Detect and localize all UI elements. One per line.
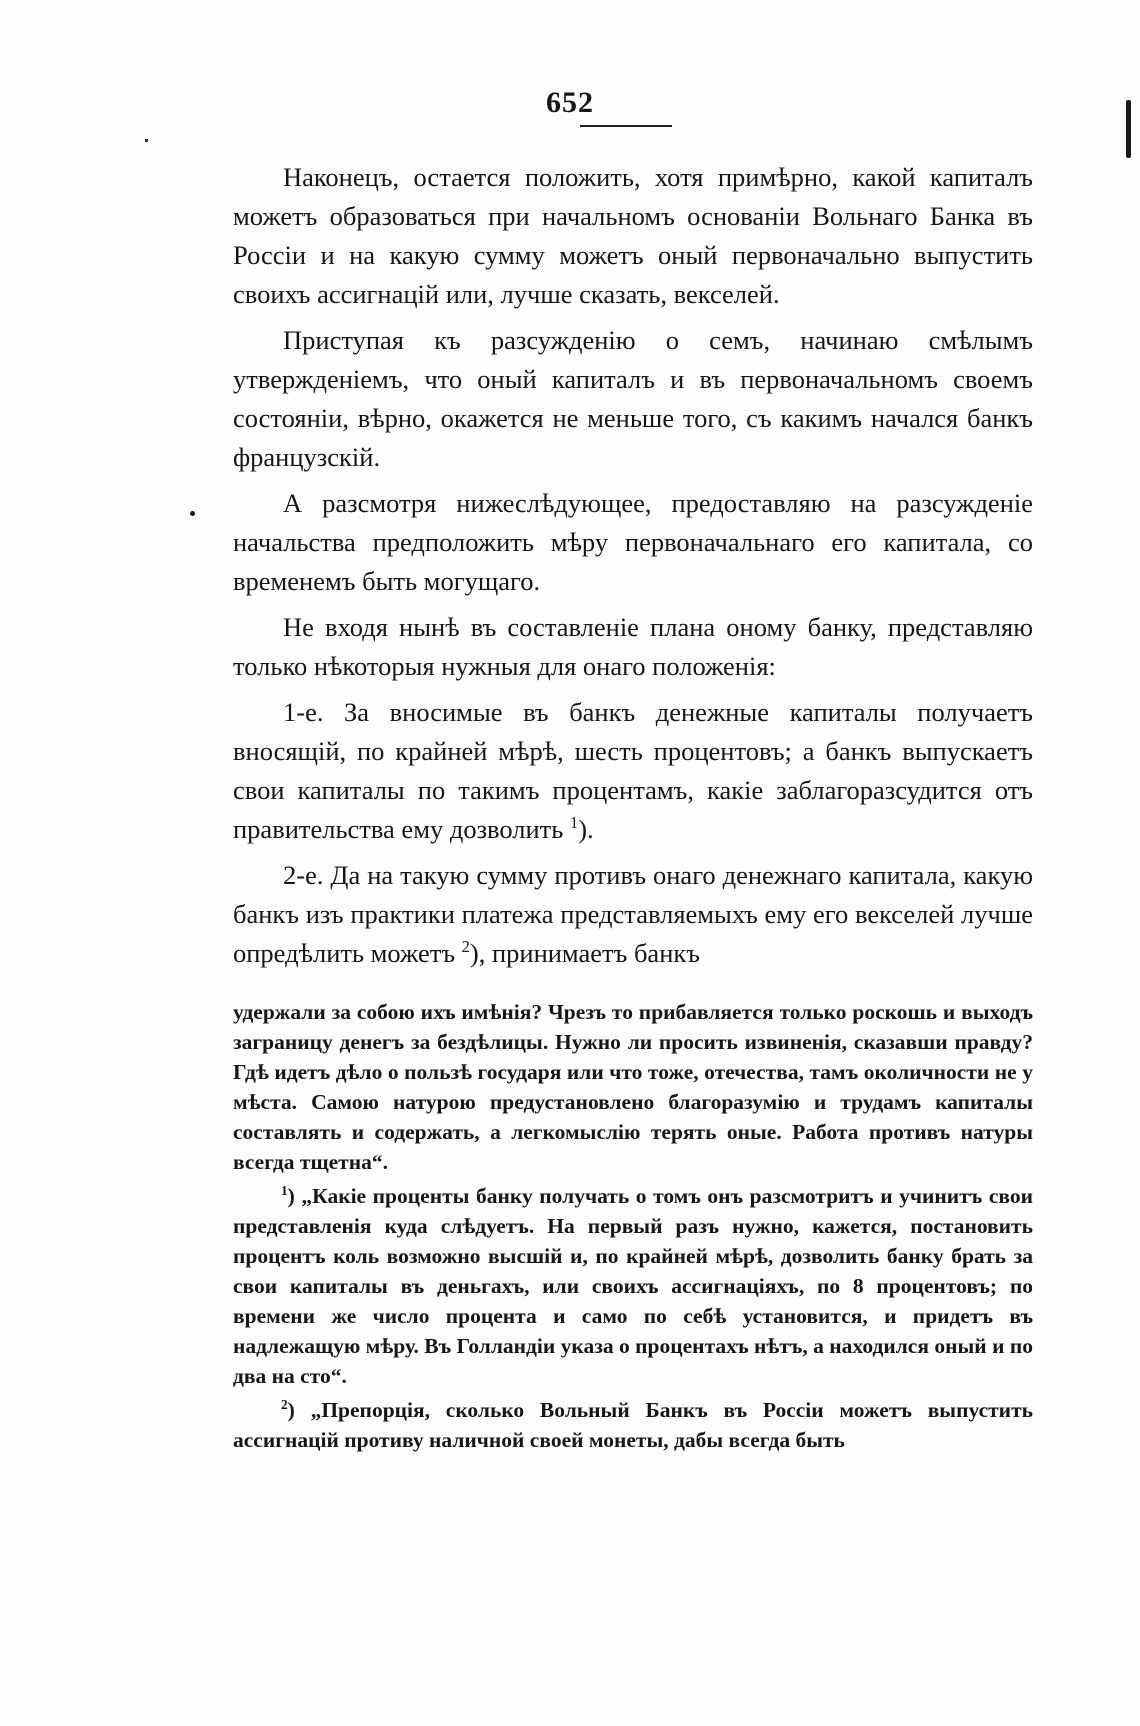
footnote-2 xyxy=(233,1395,1033,1455)
footnotes-block xyxy=(233,997,1033,1459)
footnote-1 xyxy=(233,1181,1033,1391)
edge-scratch-mark xyxy=(1126,100,1131,158)
footnote-ref-2: 2 xyxy=(461,937,470,957)
footnote-2-text: ) „Препорція, сколько Вольный Банкъ въ Россіи можетъ выпустить ассигнацій противу наличной своей монеты, дабы всегда быть xyxy=(233,1398,1033,1452)
footnote-2-marker: 2 xyxy=(281,1396,288,1412)
point-1-text: 1-е. За вносимые въ банкъ денежные капиталы получаетъ вносящій, по крайней мѣрѣ, шесть процентовъ; а банкъ выпускаетъ свои капиталы по такимъ процентамъ, какіе заблагоразсудится отъ правительства ему дозволить xyxy=(233,697,1033,844)
paragraph-point-1 xyxy=(233,693,1033,849)
paragraph-statement: Приступая къ разсужденію о семъ, начинаю смѣлымъ утвержденіемъ, что оный капиталъ и въ первоначальномъ своемъ состояніи, вѣрно, окажется не меньше того, съ какимъ начался банкъ французскій. xyxy=(233,325,1033,472)
point-2-end: ), принимаетъ банкъ xyxy=(469,938,700,968)
footnote-1-text: ) „Какіе проценты банку получать о томъ онъ разсмотритъ и учинитъ свои представленія куда слѣдуетъ. На первый разъ нужно, кажется, постановить процентъ коль возможно высшій и, по крайней мѣрѣ, дозволить банку брать за свои капиталы въ деньгахъ, или своихъ ассигнаціяхъ, по 8 процентовъ; по времени же число процента и само по себѣ установится, и придетъ въ надлежащую мѣру. Въ Голландіи указа о процентахъ нѣтъ, а находился оный и по два на сто“. xyxy=(233,1184,1033,1388)
point-2-text: 2-е. Да на такую сумму противъ онаго денежнаго капитала, какую банкъ изъ практики платежа представляемыхъ ему его векселей лучше опредѣлить можетъ xyxy=(233,860,1033,968)
paragraph-conclusion: Наконецъ, остается положить, хотя примѣрно, какой капиталъ можетъ образоваться при начальномъ основаніи Вольнаго Банка въ Россіи и на какую сумму можетъ оный первоначально выпустить своихъ ассигнацій или, лучше сказать, векселей. xyxy=(233,162,1033,309)
paragraph-point-2 xyxy=(233,856,1033,973)
footnote-continuation: удержали за собою ихъ имѣнія? Чрезъ то прибавляется только роскошь и выходъ заграницу денегъ за бездѣлицы. Нужно ли просить извиненія, сказавши правду? Гдѣ идетъ дѣло о пользѣ государя или что тоже, отечества, тамъ околичности не у мѣста. Самою натурою предустановлено благоразумію и трудамъ капиталы составлять и содержать, а легкомыслію терять оные. Работа противъ натуры всегда тщетна“. xyxy=(233,1000,1033,1174)
paragraph-plan-intro: Не входя нынѣ въ составленіе плана оному банку, представляю только нѣкоторыя нужныя для онаго положенія: xyxy=(233,612,1033,681)
footnote-ref-1: 1 xyxy=(569,813,579,833)
paragraph-proposal: А разсмотря нижеслѣдующее, предоставляю на разсужденіе начальства предположить мѣру первоначальнаго его капитала, со временемъ быть могущаго. xyxy=(233,488,1033,596)
margin-tick-mark xyxy=(145,139,148,142)
margin-dot-mark xyxy=(190,511,195,516)
footnote-1-marker: 1 xyxy=(281,1182,288,1198)
page-number: 652 xyxy=(546,86,594,119)
page-number-rule xyxy=(580,125,672,127)
point-1-end: ). xyxy=(578,814,594,844)
main-text-block xyxy=(233,158,1033,980)
